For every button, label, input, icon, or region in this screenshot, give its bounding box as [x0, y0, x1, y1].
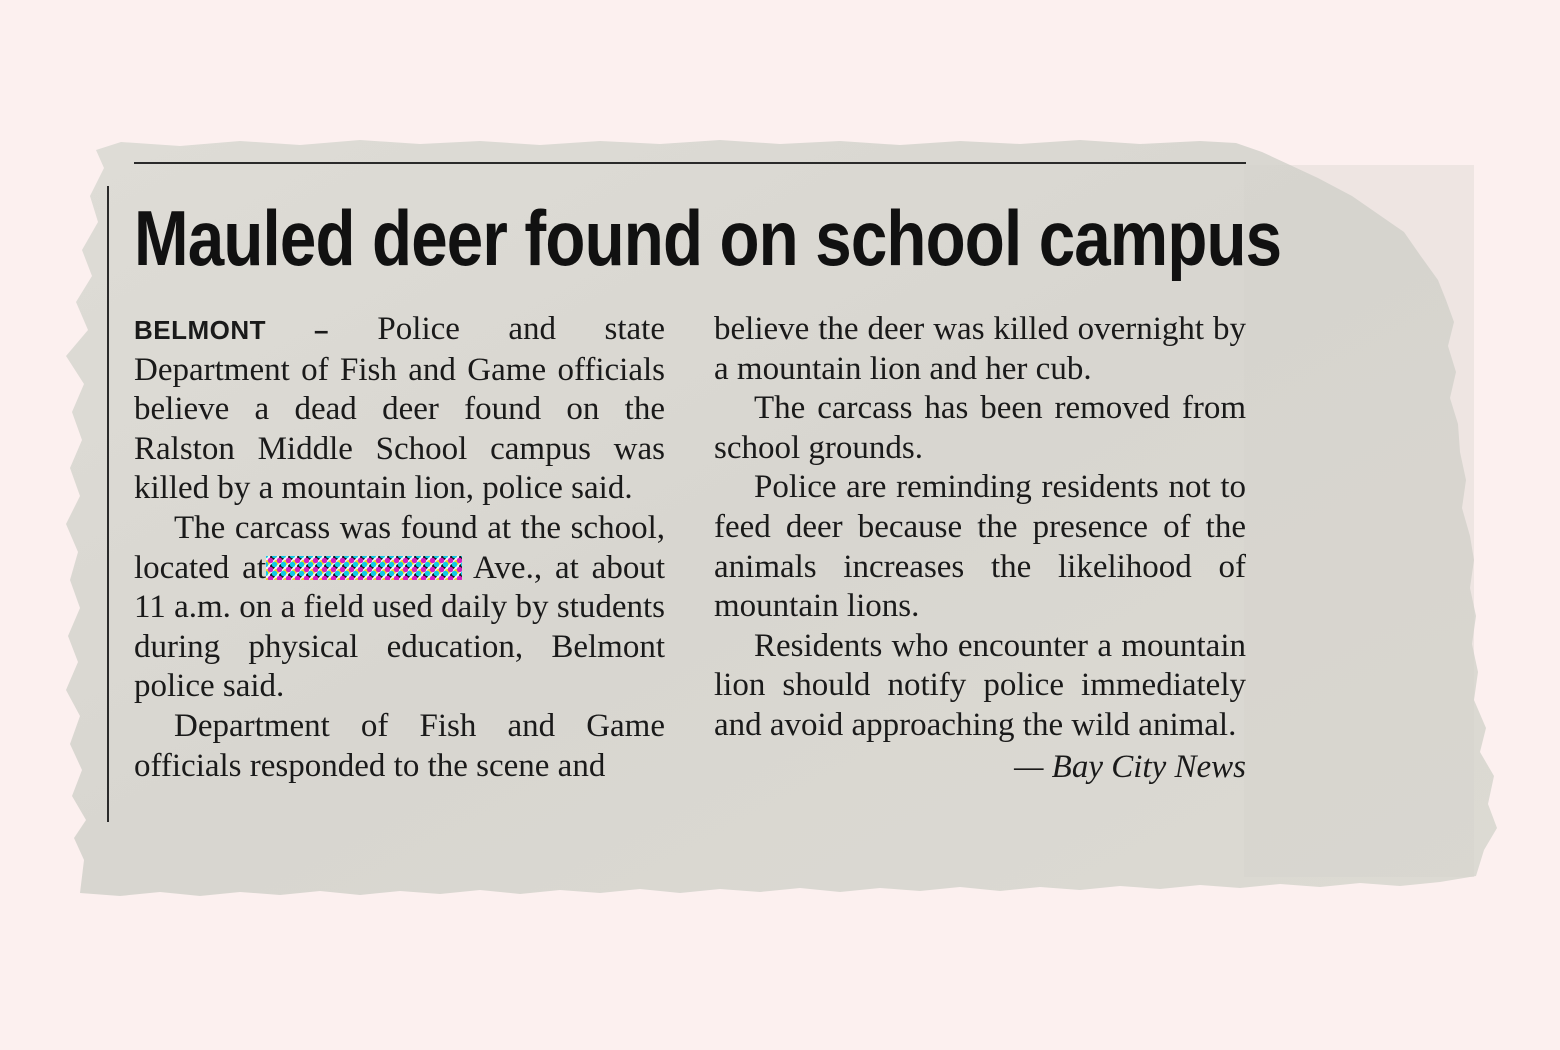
paragraph-7: Residents who encounter a mountain lion should notify police immediately and avoid approaching the wild animal. — [714, 627, 1246, 743]
article-column-right — [714, 310, 1246, 787]
redacted-address — [266, 556, 462, 580]
paragraph-2-text-start: The carcass was found at the school, located at — [134, 509, 665, 586]
headline: Mauled deer found on school campus — [134, 194, 1282, 282]
paragraph-1 — [134, 310, 665, 509]
paragraph-1-text: Police and state Department of Fish and Game officials believe a dead deer found on the Ralston Middle School campus was killed by a mountain lion, police said. — [134, 311, 665, 507]
left-rule — [107, 186, 109, 822]
article-column-left — [134, 310, 665, 786]
paragraph-4: believe the deer was killed overnight by a mountain lion and her cub. — [714, 311, 1246, 387]
paragraph-5: The carcass has been removed from school grounds. — [714, 390, 1246, 466]
paragraph-6: Police are reminding residents not to feed deer because the presence of the animals increases the likelihood of mountain lions. — [714, 469, 1246, 625]
paragraph-2 — [134, 509, 665, 707]
byline-credit: — Bay City News — [1014, 748, 1246, 785]
paragraph-2-text-end: Ave., at about 11 a.m. on a field used daily by students during physical education, Belmont police said. — [134, 549, 665, 705]
top-rule — [134, 162, 1246, 164]
paragraph-3: Department of Fish and Game officials responded to the scene and — [134, 707, 665, 784]
dateline: BELMONT – — [134, 315, 329, 345]
